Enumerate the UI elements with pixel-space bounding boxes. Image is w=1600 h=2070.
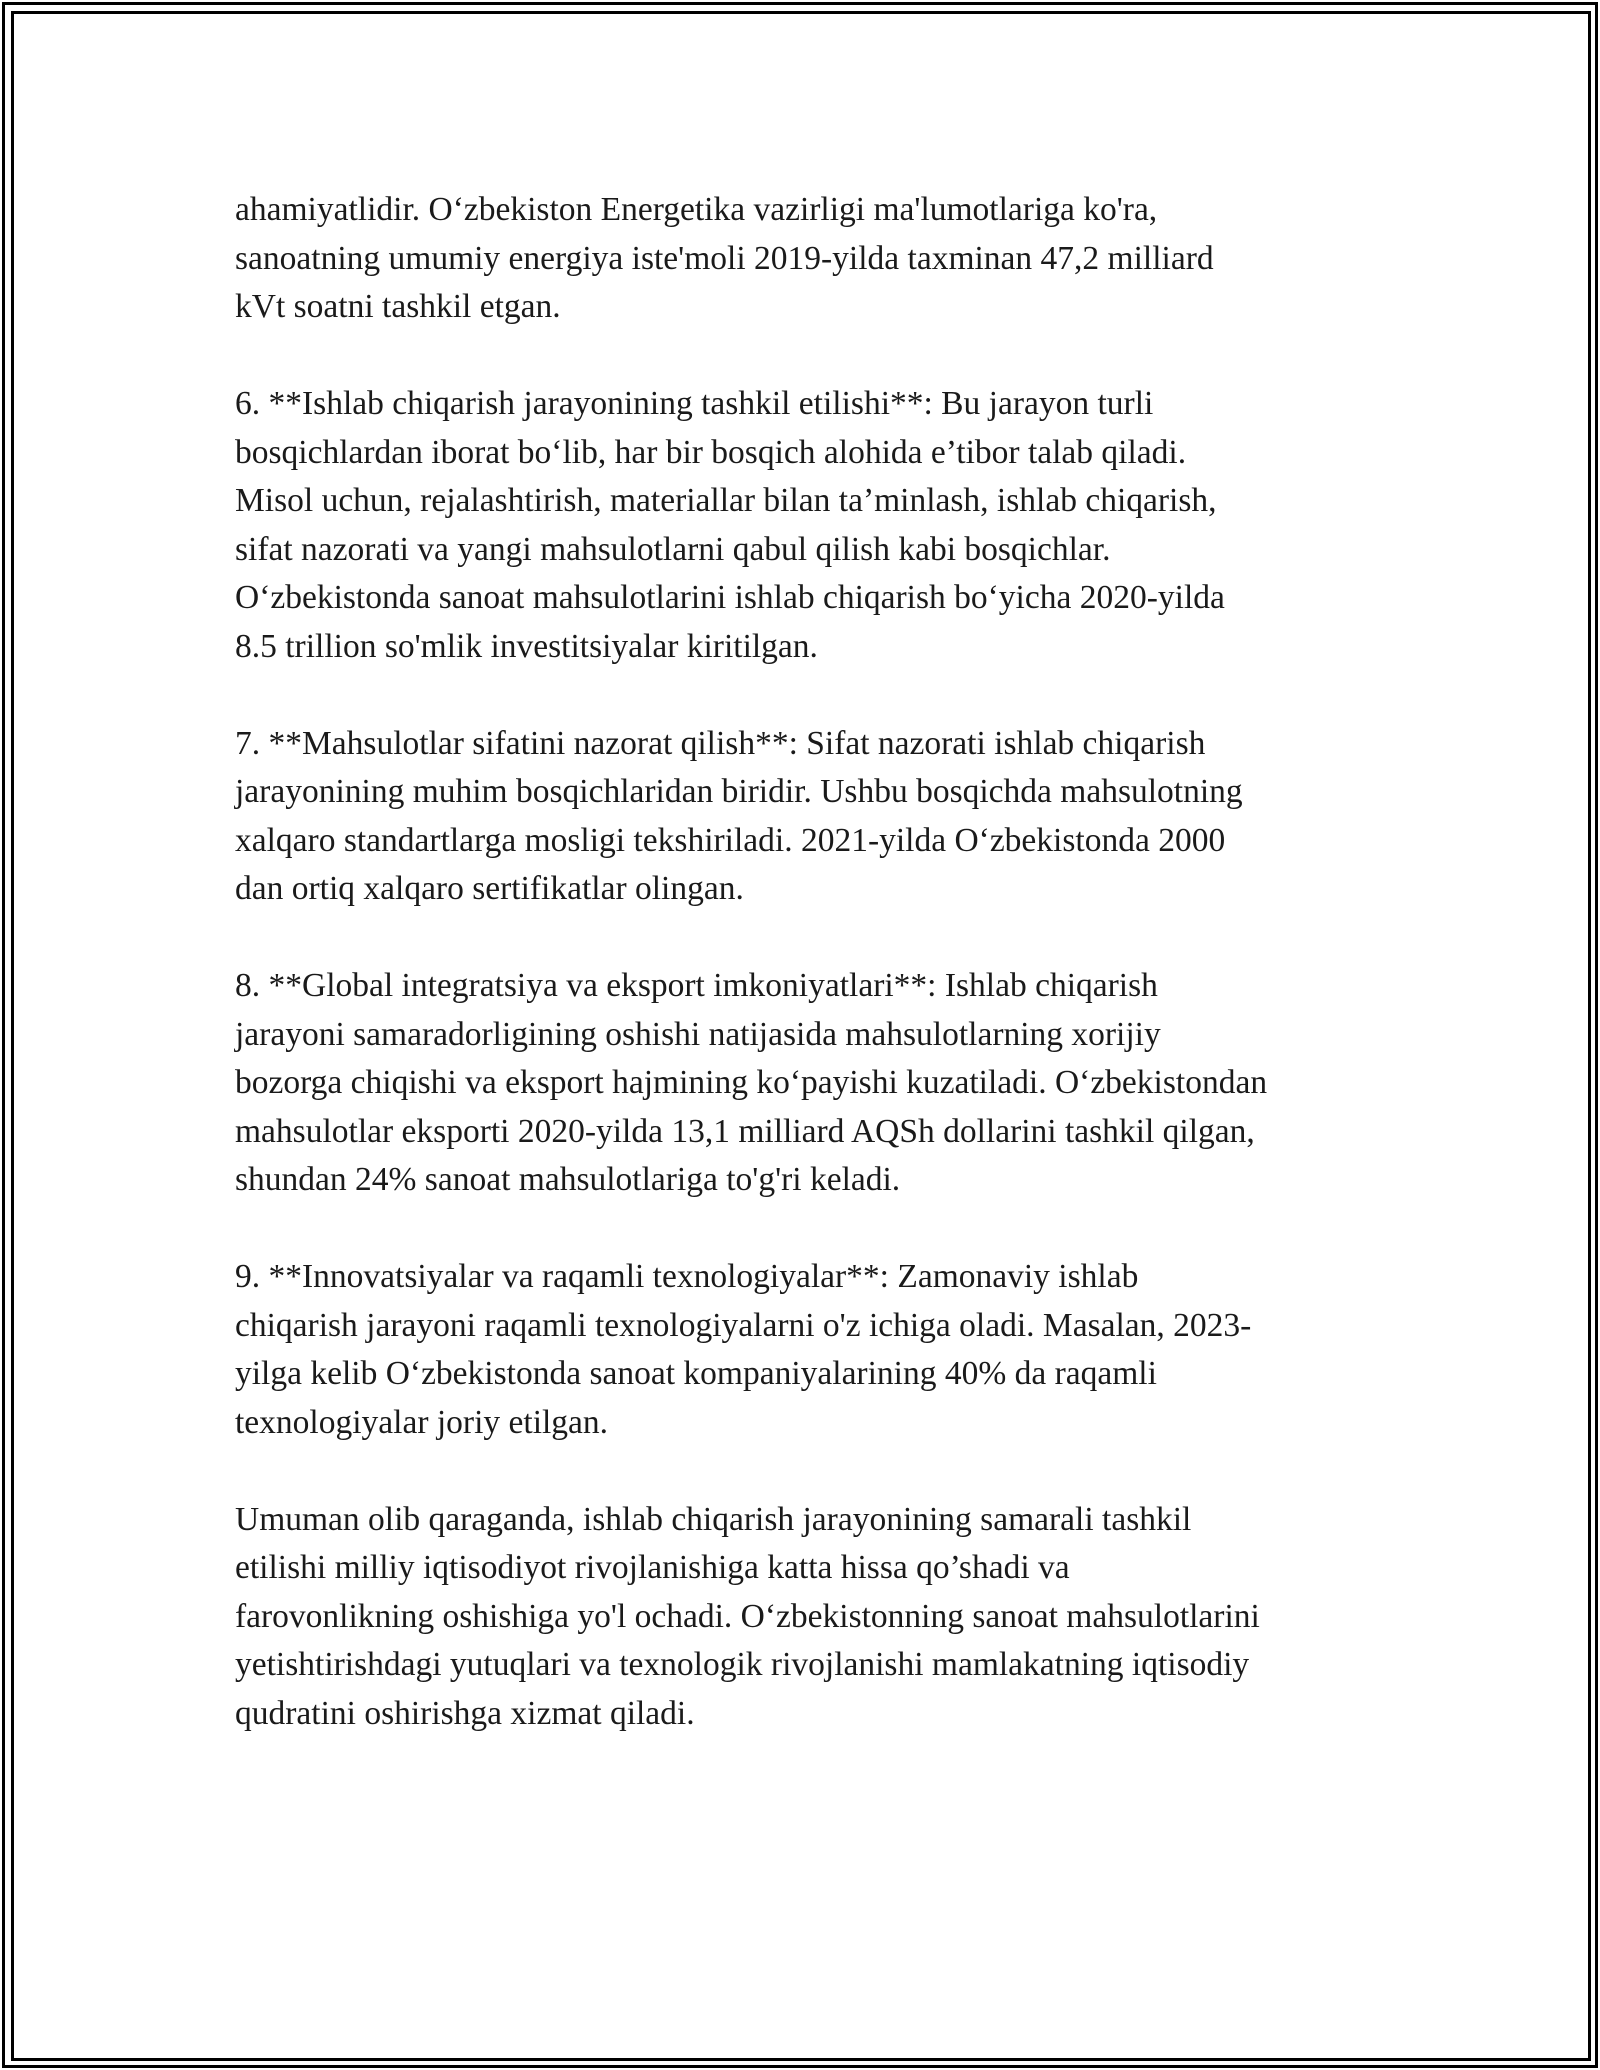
text-line: dan ortiq xalqaro sertifikatlar olingan.: [235, 870, 744, 907]
text-line: sifat nazorati va yangi mahsulotlarni qabul qilish kabi bosqichlar.: [235, 530, 1111, 568]
text-line: texnologiyalar joriy etilgan.: [235, 1403, 609, 1441]
text-line: farovonlikning oshishiga yo'l ochadi. O‘zbekistonning sanoat mahsulotlarini: [235, 1597, 1260, 1635]
text-line: kVt soatni tashkil etgan.: [235, 288, 561, 325]
text-line: 9. **Innovatsiyalar va raqamli texnologiyalar**: Zamonaviy ishlab: [235, 1258, 1139, 1295]
paragraph-energy-consumption: [235, 186, 1385, 332]
text-line: mahsulotlar eksporti 2020-yilda 13,1 milliard AQSh dollarini tashkil qilgan,: [235, 1112, 1255, 1150]
document-body: [235, 186, 1385, 1787]
text-line: 8.5 trillion so'mlik investitsiyalar kiritilgan.: [235, 627, 818, 665]
text-line: 6. **Ishlab chiqarish jarayonining tashkil etilishi**: Bu jarayon turli: [235, 385, 1154, 422]
text-line: bosqichlardan iborat bo‘lib, har bir bosqich alohida e’tibor talab qiladi.: [235, 433, 1187, 471]
text-line: Misol uchun, rejalashtirish, materiallar bilan ta’minlash, ishlab chiqarish,: [235, 482, 1217, 519]
text-line: bozorga chiqishi va eksport hajmining ko‘payishi kuzatiladi. O‘zbekistondan: [235, 1064, 1268, 1101]
text-line: ahamiyatlidir. O‘zbekiston Energetika vazirligi ma'lumotlariga ko'ra,: [235, 191, 1158, 228]
text-line: qudratini oshirishga xizmat qiladi.: [235, 1694, 695, 1732]
paragraph-conclusion: [235, 1496, 1385, 1739]
text-line: yetishtirishdagi yutuqlari va texnologik rivojlanishi mamlakatning iqtisodiy: [235, 1646, 1250, 1683]
text-line: jarayonining muhim bosqichlaridan biridir. Ushbu bosqichda mahsulotning: [235, 773, 1243, 810]
text-line: 7. **Mahsulotlar sifatini nazorat qilish**: Sifat nazorati ishlab chiqarish: [235, 724, 1206, 762]
text-line: shundan 24% sanoat mahsulotlariga to'g'ri keladi.: [235, 1161, 901, 1198]
paragraph-item-7: [235, 720, 1385, 914]
text-line: xalqaro standartlarga mosligi tekshiriladi. 2021-yilda O‘zbekistonda 2000: [235, 821, 1226, 859]
text-line: sanoatning umumiy energiya iste'moli 2019-yilda taxminan 47,2 milliard: [235, 239, 1214, 277]
text-line: O‘zbekistonda sanoat mahsulotlarini ishlab chiqarish bo‘yicha 2020-yilda: [235, 579, 1225, 616]
paragraph-item-9: [235, 1253, 1385, 1447]
text-line: yilga kelib O‘zbekistonda sanoat kompaniyalarining 40% da raqamli: [235, 1355, 1157, 1392]
text-line: jarayoni samaradorligining oshishi natijasida mahsulotlarning xorijiy: [235, 1015, 1161, 1053]
paragraph-item-8: [235, 962, 1385, 1205]
text-line: 8. **Global integratsiya va eksport imkoniyatlari**: Ishlab chiqarish: [235, 967, 1158, 1004]
text-line: chiqarish jarayoni raqamli texnologiyalarni o'z ichiga oladi. Masalan, 2023-: [235, 1306, 1252, 1344]
paragraph-item-6: [235, 380, 1385, 671]
text-line: etilishi milliy iqtisodiyot rivojlanishiga katta hissa qo’shadi va: [235, 1549, 1070, 1586]
text-line: Umuman olib qaraganda, ishlab chiqarish jarayonining samarali tashkil: [235, 1500, 1192, 1538]
